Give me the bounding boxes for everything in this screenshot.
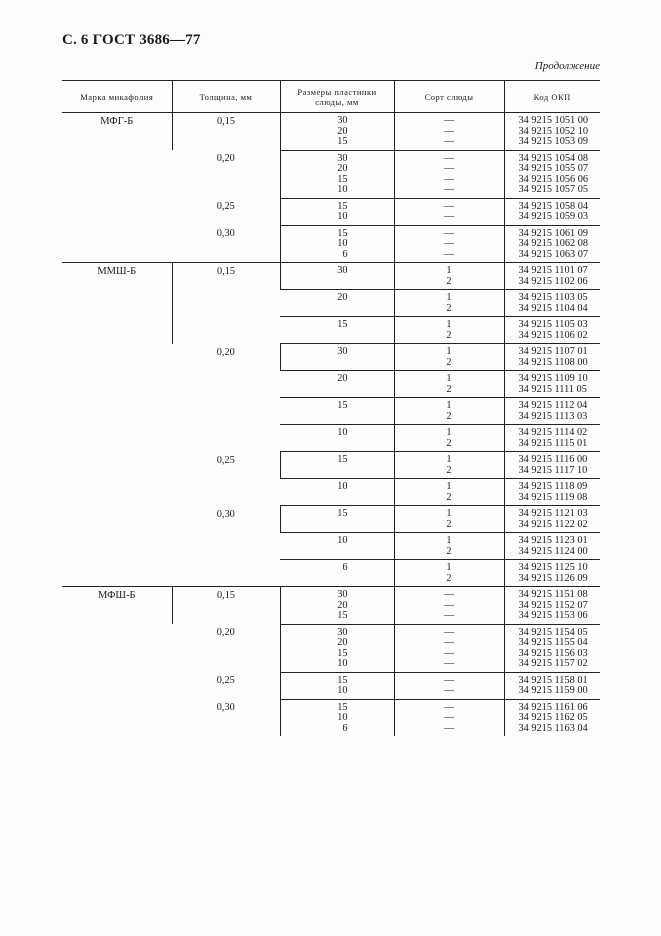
okp-code-value: 34 9215 1151 08 (518, 589, 588, 600)
grade-value: — (443, 599, 455, 611)
grade-value: 2 (446, 518, 452, 530)
okp-code-value: 34 9215 1053 09 (518, 136, 589, 147)
size-cell (280, 225, 394, 263)
size-cell (280, 533, 394, 560)
size-value: 15 (337, 508, 348, 519)
grade-value: — (443, 647, 455, 659)
grade-cell (394, 344, 504, 371)
mica-table (62, 80, 600, 736)
code-cell (504, 587, 600, 625)
size-cell (280, 113, 394, 151)
size-value: 6 (342, 248, 348, 260)
okp-code-value: 34 9215 1159 00 (518, 685, 588, 696)
size-cell (280, 425, 394, 452)
grade-value: 1 (446, 400, 452, 411)
table-row (62, 263, 600, 290)
thickness-cell: 0,30 (216, 228, 235, 239)
size-cell (280, 624, 394, 672)
grade-value: — (443, 626, 455, 638)
grade-cell (394, 198, 504, 225)
size-cell (280, 344, 394, 371)
grade-cell (394, 560, 504, 587)
size-value: 10 (337, 238, 348, 249)
grade-cell (394, 699, 504, 736)
size-value: 6 (342, 722, 348, 734)
size-cell (280, 317, 394, 344)
code-cell (504, 672, 600, 699)
size-value: 15 (337, 400, 348, 411)
grade-cell (394, 587, 504, 625)
size-cell (280, 398, 394, 425)
thickness-cell: 0,15 (172, 263, 280, 344)
size-value: 30 (337, 115, 348, 126)
okp-code-value: 34 9215 1113 03 (518, 410, 588, 422)
continuation-label: Продолжение (534, 60, 600, 72)
okp-code-value: 34 9215 1158 01 (518, 674, 588, 686)
okp-code-value: 34 9215 1058 04 (518, 200, 589, 212)
grade-value: — (443, 610, 455, 621)
mica-table-wrapper (62, 80, 600, 736)
grade-cell (394, 624, 504, 672)
grade-value: — (443, 712, 455, 723)
okp-code-value: 34 9215 1117 10 (518, 464, 588, 476)
grade-value: — (443, 173, 455, 185)
grade-value: 1 (446, 346, 452, 357)
okp-code-value: 34 9215 1111 05 (518, 383, 587, 395)
okp-code-value: 34 9215 1157 02 (518, 658, 588, 669)
grade-value: 1 (446, 481, 452, 492)
code-cell (504, 624, 600, 672)
okp-code-value: 34 9215 1114 02 (518, 427, 588, 438)
size-cell (280, 198, 394, 225)
code-cell (504, 344, 600, 371)
okp-code-value: 34 9215 1112 04 (518, 400, 588, 411)
okp-code-value: 34 9215 1118 09 (518, 481, 588, 492)
size-value: 15 (337, 200, 348, 212)
size-value: 20 (337, 599, 348, 611)
size-cell (280, 263, 394, 290)
thickness-cell: 0,25 (216, 675, 235, 686)
size-value: 15 (337, 610, 348, 621)
size-value: 20 (337, 637, 348, 648)
grade-value: — (443, 674, 455, 686)
grade-cell (394, 506, 504, 533)
grade-value: — (443, 211, 455, 222)
grade-value: — (443, 115, 455, 126)
okp-code-value: 34 9215 1108 00 (518, 356, 588, 368)
grade-value: — (443, 227, 455, 239)
okp-code-value: 34 9215 1105 03 (518, 319, 588, 330)
grade-value: — (443, 200, 455, 212)
code-cell (504, 699, 600, 736)
code-cell (504, 452, 600, 479)
grade-value: 1 (446, 562, 452, 573)
okp-code-value: 34 9215 1103 05 (518, 292, 588, 303)
size-value: 10 (337, 658, 348, 669)
grade-value: 2 (446, 437, 452, 449)
grade-value: 2 (446, 572, 452, 584)
grade-value: — (443, 248, 455, 260)
grade-value: 2 (446, 356, 452, 368)
grade-value: 1 (446, 427, 452, 438)
size-value: 15 (337, 173, 348, 185)
code-cell (504, 398, 600, 425)
grade-value: 2 (446, 383, 452, 395)
grade-cell (394, 533, 504, 560)
thickness-cell: 0,30 (216, 702, 235, 713)
okp-code-value: 34 9215 1052 10 (518, 125, 589, 137)
okp-code-value: 34 9215 1059 03 (518, 211, 589, 222)
size-value: 15 (337, 701, 348, 713)
thickness-cell: 0,15 (172, 113, 280, 151)
grade-value: 2 (446, 275, 452, 287)
code-cell (504, 560, 600, 587)
okp-code-value: 34 9215 1056 06 (518, 173, 589, 185)
grade-value: 1 (446, 319, 452, 330)
okp-code-value: 34 9215 1051 00 (518, 115, 589, 126)
grade-cell (394, 398, 504, 425)
header-brand: Марка микафолия (62, 81, 172, 113)
okp-code-value: 34 9215 1163 04 (518, 722, 588, 734)
brand-cell: МФГ-Б (62, 113, 172, 263)
size-value: 20 (337, 373, 348, 384)
size-value: 15 (337, 647, 348, 659)
okp-code-value: 34 9215 1153 06 (518, 610, 588, 621)
size-value: 10 (337, 481, 348, 492)
size-value: 15 (337, 227, 348, 239)
grade-value: 2 (446, 464, 452, 476)
table-row (62, 113, 600, 151)
okp-code-value: 34 9215 1106 02 (518, 329, 588, 341)
size-value: 10 (337, 184, 348, 195)
grade-value: — (443, 685, 455, 696)
size-value: 15 (337, 674, 348, 686)
okp-code-value: 34 9215 1063 07 (518, 248, 589, 260)
grade-value: — (443, 589, 455, 600)
grade-value: 2 (446, 302, 452, 314)
okp-code-value: 34 9215 1126 09 (518, 572, 588, 584)
grade-value: 1 (446, 265, 452, 276)
size-value: 10 (337, 535, 348, 546)
size-value: 15 (337, 319, 348, 330)
okp-code-value: 34 9215 1161 06 (518, 701, 588, 713)
grade-value: 1 (446, 454, 452, 465)
size-cell (280, 452, 394, 479)
grade-value: 2 (446, 545, 452, 557)
grade-cell (394, 317, 504, 344)
okp-code-value: 34 9215 1121 03 (518, 508, 588, 519)
size-value: 10 (337, 685, 348, 696)
brand-cell: ММШ-Б (62, 263, 172, 587)
size-cell (280, 371, 394, 398)
grade-cell (394, 263, 504, 290)
header-thickness: Толщина, мм (172, 81, 280, 113)
okp-code-value: 34 9215 1125 10 (518, 562, 588, 573)
header-mica-grade: Сорт слюды (394, 81, 504, 113)
grade-value: 2 (446, 491, 452, 503)
okp-code-value: 34 9215 1054 08 (518, 152, 589, 164)
okp-code-value: 34 9215 1123 01 (518, 535, 588, 546)
size-cell (280, 479, 394, 506)
size-value: 30 (337, 589, 348, 600)
okp-code-value: 34 9215 1062 08 (518, 238, 589, 249)
size-value: 30 (337, 152, 348, 164)
grade-value: — (443, 136, 455, 147)
size-value: 20 (337, 125, 348, 137)
okp-code-value: 34 9215 1154 05 (518, 626, 588, 638)
size-value: 20 (337, 163, 348, 174)
okp-code-value: 34 9215 1109 10 (518, 373, 588, 384)
size-value: 10 (337, 211, 348, 222)
okp-code-value: 34 9215 1155 04 (518, 637, 588, 648)
header-plate-size: Размеры пластинки слюды, мм (280, 81, 394, 113)
code-cell (504, 371, 600, 398)
grade-value: — (443, 184, 455, 195)
code-cell (504, 290, 600, 317)
grade-value: 1 (446, 292, 452, 303)
okp-code-value: 34 9215 1115 01 (518, 437, 588, 449)
okp-code-value: 34 9215 1156 03 (518, 647, 588, 659)
size-value: 6 (342, 562, 348, 573)
grade-value: — (443, 238, 455, 249)
grade-cell (394, 479, 504, 506)
okp-code-value: 34 9215 1119 08 (518, 491, 588, 503)
code-cell (504, 425, 600, 452)
okp-code-value: 34 9215 1122 02 (518, 518, 588, 530)
brand-cell: МФШ-Б (62, 587, 172, 737)
okp-code-value: 34 9215 1055 07 (518, 163, 589, 174)
grade-cell (394, 113, 504, 151)
grade-value: 2 (446, 410, 452, 422)
okp-code-value: 34 9215 1102 06 (518, 275, 588, 287)
okp-code-value: 34 9215 1061 09 (518, 227, 589, 239)
size-value: 30 (337, 265, 348, 276)
thickness-cell: 0,25 (216, 454, 235, 466)
table-body (62, 113, 600, 737)
okp-code-value: 34 9215 1057 05 (518, 184, 589, 195)
code-cell (504, 506, 600, 533)
grade-value: 1 (446, 373, 452, 384)
size-cell (280, 587, 394, 625)
thickness-cell: 0,20 (216, 153, 235, 164)
grade-value: — (443, 163, 455, 174)
size-cell (280, 699, 394, 736)
okp-code-value: 34 9215 1124 00 (518, 545, 588, 557)
size-cell (280, 506, 394, 533)
size-cell (280, 672, 394, 699)
grade-value: — (443, 125, 455, 137)
okp-code-value: 34 9215 1107 01 (518, 346, 588, 357)
thickness-cell: 0,30 (216, 508, 235, 520)
size-value: 10 (337, 427, 348, 438)
thickness-cell: 0,15 (172, 587, 280, 625)
size-value: 20 (337, 292, 348, 303)
size-value: 10 (337, 712, 348, 723)
thickness-cell: 0,20 (216, 627, 235, 638)
okp-code-value: 34 9215 1116 00 (518, 454, 588, 465)
size-value: 30 (337, 626, 348, 638)
grade-value: — (443, 658, 455, 669)
size-value: 30 (337, 346, 348, 357)
grade-cell (394, 290, 504, 317)
code-cell (504, 263, 600, 290)
grade-value: 1 (446, 508, 452, 519)
grade-cell (394, 371, 504, 398)
okp-code-value: 34 9215 1152 07 (518, 599, 588, 611)
code-cell (504, 113, 600, 151)
okp-code-value: 34 9215 1101 07 (518, 265, 588, 276)
page-header: С. 6 ГОСТ 3686—77 (62, 32, 201, 48)
header-row (62, 81, 600, 113)
grade-cell (394, 452, 504, 479)
grade-cell (394, 425, 504, 452)
grade-cell (394, 672, 504, 699)
code-cell (504, 198, 600, 225)
size-cell (280, 290, 394, 317)
code-cell (504, 533, 600, 560)
thickness-cell: 0,20 (216, 346, 235, 358)
grade-value: — (443, 152, 455, 164)
code-cell (504, 225, 600, 263)
grade-cell (394, 150, 504, 198)
thickness-cell: 0,25 (216, 201, 235, 212)
grade-value: 2 (446, 329, 452, 341)
grade-value: 1 (446, 535, 452, 546)
table-row (62, 587, 600, 625)
grade-value: — (443, 701, 455, 713)
header-okp-code: Код ОКП (504, 81, 600, 113)
grade-value: — (443, 722, 455, 734)
size-value: 15 (337, 136, 348, 147)
code-cell (504, 317, 600, 344)
size-cell (280, 560, 394, 587)
code-cell (504, 479, 600, 506)
okp-code-value: 34 9215 1104 04 (518, 302, 588, 314)
size-value: 15 (337, 454, 348, 465)
grade-cell (394, 225, 504, 263)
okp-code-value: 34 9215 1162 05 (518, 712, 588, 723)
size-cell (280, 150, 394, 198)
code-cell (504, 150, 600, 198)
table-header (62, 81, 600, 113)
grade-value: — (443, 637, 455, 648)
